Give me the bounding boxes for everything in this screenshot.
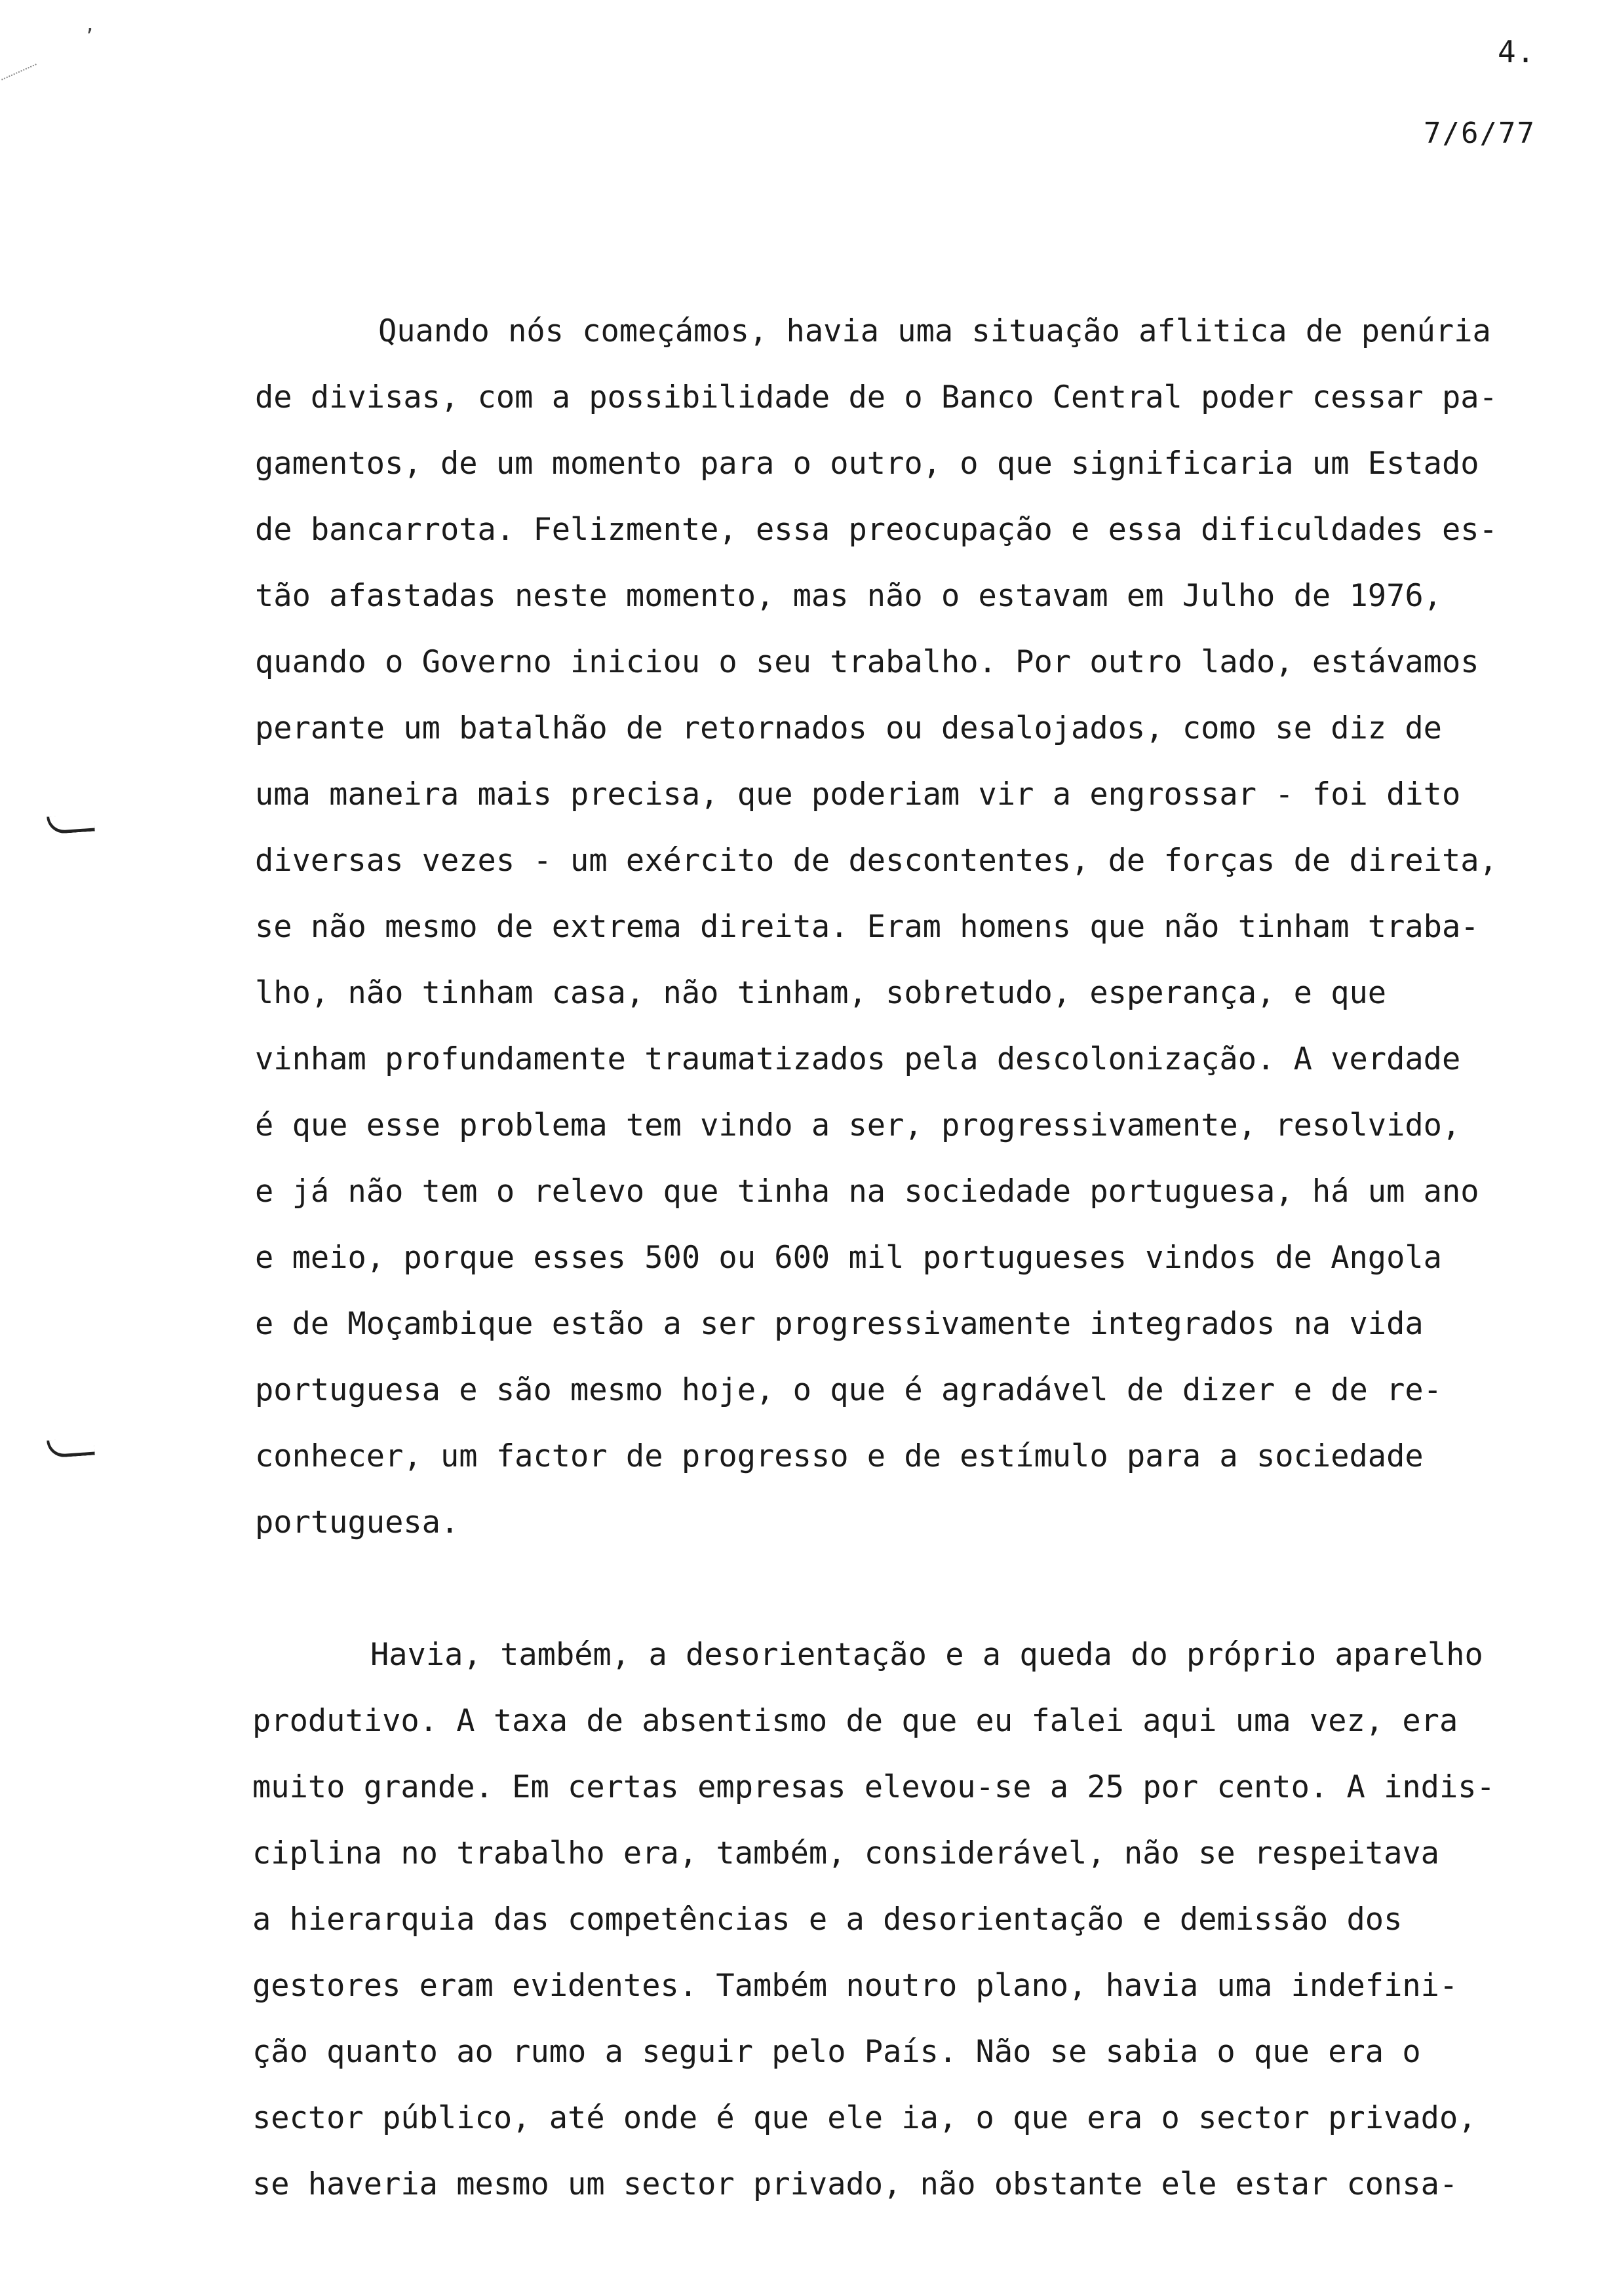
text-line: portuguesa e são mesmo hoje, o que é agradável de dizer e de re- (255, 1372, 1442, 1408)
text-line: a hierarquia das competências e a desorientação e demissão dos (252, 1902, 1403, 1938)
text-line: sector público, até onde é que ele ia, o que era o sector privado, (252, 2100, 1477, 2136)
text-line: e de Moçambique estão a ser progressivamente integrados na vida (255, 1306, 1424, 1342)
text-line: ciplina no trabalho era, também, considerável, não se respeitava (252, 1835, 1439, 1871)
text-line: vinham profundamente traumatizados pela descolonização. A verdade (255, 1041, 1461, 1077)
text-line: diversas vezes - um exército de descontentes, de forças de direita, (255, 843, 1498, 879)
text-line: muito grande. Em certas empresas elevou-se a 25 por cento. A indis- (252, 1769, 1495, 1805)
text-line: gamentos, de um momento para o outro, o que significaria um Estado (255, 446, 1479, 482)
text-line: produtivo. A taxa de absentismo de que eu falei aqui uma vez, era (252, 1703, 1458, 1739)
text-line: de divisas, com a possibilidade de o Banco Central poder cessar pa- (255, 379, 1498, 415)
text-line: Quando nós começámos, havia uma situação aflitica de penúria (378, 313, 1491, 349)
text-line: de bancarrota. Felizmente, essa preocupação e essa dificuldades es- (255, 512, 1498, 548)
text-line: se não mesmo de extrema direita. Eram homens que não tinham traba- (255, 909, 1479, 945)
text-line: portuguesa. (255, 1504, 459, 1540)
page-date: 7/6/77 (1424, 117, 1536, 150)
corner-mark: ’ (84, 25, 95, 47)
text-line: Havia, também, a desorientação e a queda do próprio aparelho (370, 1637, 1483, 1673)
text-line: tão afastadas neste momento, mas não o estavam em Julho de 1976, (255, 578, 1442, 614)
corner-tick (1, 64, 42, 92)
text-line: e já não tem o relevo que tinha na sociedade portuguesa, há um ano (255, 1174, 1479, 1210)
text-line: gestores eram evidentes. Também noutro plano, havia uma indefini- (252, 1968, 1458, 2004)
text-line: lho, não tinham casa, não tinham, sobretudo, esperança, e que (255, 975, 1387, 1011)
text-line: conhecer, um factor de progresso e de estímulo para a sociedade (255, 1438, 1424, 1474)
text-line: é que esse problema tem vindo a ser, progressivamente, resolvido, (255, 1107, 1461, 1143)
margin-mark-bottom (47, 1438, 95, 1459)
margin-mark-top (47, 814, 95, 835)
text-line: perante um batalhão de retornados ou desalojados, como se diz de (255, 710, 1442, 746)
text-line: uma maneira mais precisa, que poderiam vir a engrossar - foi dito (255, 776, 1461, 813)
page-number: 4. (1498, 34, 1536, 69)
text-line: ção quanto ao rumo a seguir pelo País. Não se sabia o que era o (252, 2034, 1421, 2070)
text-line: se haveria mesmo um sector privado, não obstante ele estar consa- (252, 2166, 1458, 2202)
text-line: quando o Governo iniciou o seu trabalho. Por outro lado, estávamos (255, 644, 1479, 680)
text-line: e meio, porque esses 500 ou 600 mil portugueses vindos de Angola (255, 1240, 1442, 1276)
